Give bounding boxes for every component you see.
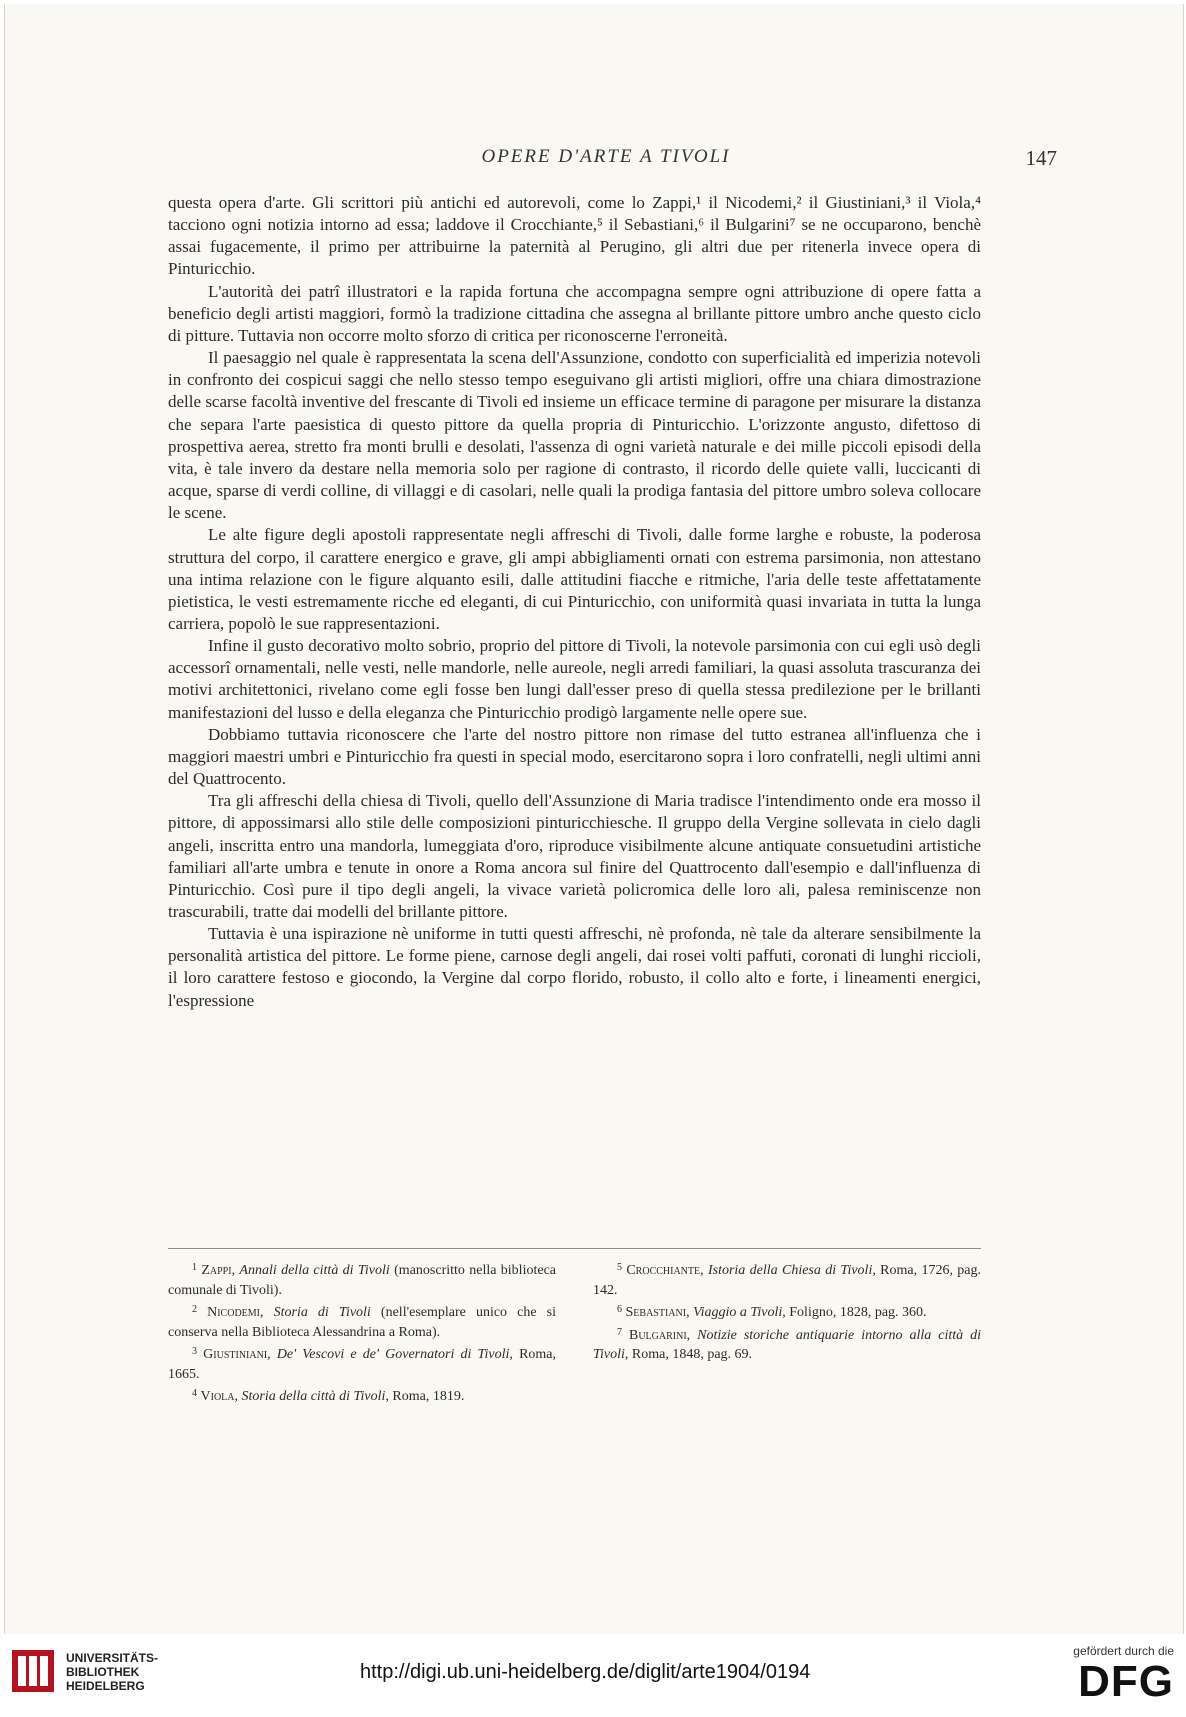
footnote-4: $^4$ Viola, Storia della città di Tivoli, Roma, 1819. [192,1388,465,1404]
footnotes-right-column [593,1258,981,1407]
permalink-url[interactable]: http://digi.ub.uni-heidelberg.de/diglit/arte1904/0194 [360,1661,811,1683]
footnote-7: $^7$ Bulgarini, Notizie storiche antiquarie intorno alla città di Tivoli, Roma, 1848, pag. 69. [593,1326,982,1362]
university-library-logo[interactable] [10,1642,170,1702]
page-number: 147 [1025,146,1057,170]
paragraph-5: Infine il gusto decorativo molto sobrio, proprio del pittore di Tivoli, la notevole parsimonia con cui egli usò degli accessorî ornamentali, nelle vesti, nelle mandorle, nelle aureole, negli arredi familiari, la quasi assoluta trascuranza dei motivi architettonici, rivelano come egli fosse ben lungi dall'esser preso di quella stessa predilezione per le brillanti manifestazioni del lusso e della eleganza che Pinturicchio prodigò largamente nelle opere sue. [168,636,981,722]
dfg-funding-logo[interactable] [1044,1644,1174,1710]
funding-caption: gefördert durch die [1073,1644,1174,1658]
paragraph-7: Tra gli affreschi della chiesa di Tivoli, quello dell'Assunzione di Maria tradisce l'intendimento onde era mosso il pittore, di appossimarsi allo stile delle composizioni pinturicchiesche. Il gruppo della Vergine sollevata in cielo dagli angeli, inscritta entro una mandorla, lumeggiata d'oro, riproduce visibilmente alcune antiquate consuetudini artistiche familiari all'arte umbra e tenute in onore a Roma ancora sul finire del Quattrocento dall'esempio e dall'influenza di Pinturicchio. Così pure il tipo degli angeli, la vivace varietà policromica delle loro ali, palesa reminiscenze non trascurabili, tratte dai modelli del brillante pittore. [168,791,981,921]
viewer-footer [0,1634,1186,1717]
running-title: OPERE D'ARTE A TIVOLI [481,146,731,167]
library-name: UNIVERSITÄTS- BIBLIOTHEK HEIDELBERG [66,1651,159,1693]
footnote-2: $^2$ Nicodemi, Storia di Tivoli (nell'esemplare unico che si conserva nella Biblioteca Alessandrina a Roma). [168,1304,557,1340]
footnotes-left-column [168,1258,556,1407]
footnotes [168,1258,981,1407]
body-text [168,192,981,1012]
paragraph-2: L'autorità dei patrî illustratori e la rapida fortuna che accompagna sempre ogni attribuzione di opere fatta a beneficio degli artisti maggiori, formò la tradizione cittadina che assegna al brillante pittore umbro anche questo ciclo di pitture. Tuttavia non occorre molto sforzo di critica per riconoscerne l'erroneità. [168,281,981,345]
running-head [155,146,1057,176]
paragraph-6: Dobbiamo tuttavia riconoscere che l'arte del nostro pittore non rimase del tutto estranea all'influenza che i maggiori maestri umbri e Pinturicchio fra questi in special modo, esercitarono sopra i loro confratelli, negli ultimi anni del Quattrocento. [168,724,981,789]
footnote-5: $^5$ Crocchiante, Istoria della Chiesa di Tivoli, Roma, 1726, pag. 142. [593,1262,982,1298]
footnote-rule [168,1248,981,1249]
scanned-page [4,4,1184,1634]
footnote-6: $^6$ Sebastiani, Viaggio a Tivoli, Foligno, 1828, pag. 360. [617,1304,927,1320]
footnote-1: $^1$ Zappi, Annali della città di Tivoli (manoscritto nella biblioteca comunale di Tivoli). [168,1262,556,1298]
dfg-logo-text: DFG [1078,1657,1174,1706]
paragraph-4: Le alte figure degli apostoli rappresentate negli affreschi di Tivoli, dalle forme larghe e robuste, la poderosa struttura del corpo, il carattere energico e grave, gli ampi abbigliamenti ornati con estrema parsimonia, non attestano una intima relazione con le figure alquanto esili, dalle attitudini fiacche e ritmiche, l'aria delle teste affettatamente pietistica, le vesti estremamente ricche ed eleganti, di cui Pinturicchio, con uniformità quasi invariata in tutta la lunga carriera, popolò le sue rappresentazioni. [168,525,981,633]
paragraph-3: Il paesaggio nel quale è rappresentata la scena dell'Assunzione, condotto con superficialità ed imperizia notevoli in confronto dei cospicui saggi che nello stesso tempo eseguivano gli artisti migliori, offre una chiara dimostrazione delle scarse facoltà inventive del frescante di Tivoli ed insieme un efficace termine di paragone per misurare la distanza che separa l'arte paesistica di questo pittore da quella propria di Pinturicchio. L'orizzonte angusto, difettoso di prospettiva aerea, stretto fra monti brulli e desolati, l'assenza di ogni varietà naturale e dei mille piccoli episodi della vita, è tale invero da destare nella memoria solo per ragione di contrasto, il ricordo delle quiete valli, luccicanti di acque, sparse di verdi colline, di villaggi e di casolari, nelle quali la prodiga fantasia del pittore umbro soleva collocare le scene. [168,348,981,523]
library-emblem-icon [10,1648,56,1694]
paragraph-8: Tuttavia è una ispirazione nè uniforme in tutti questi affreschi, nè profonda, nè tale da alterare sensibilmente la personalità artistica del pittore. Le forme piene, carnose degli angeli, dai rosei volti paffuti, coronati di lunghi riccioli, il loro carattere festoso e giocondo, la Vergine dal corpo florido, robusto, il collo alto e forte, i lineamenti energici, l'espressione [168,924,981,1010]
paragraph-1: questa opera d'arte. Gli scrittori più antichi ed autorevoli, come lo Zappi,¹ il Nicodemi,² il Giustiniani,³ il Viola,⁴ tacciono ogni notizia intorno ad essa; laddove il Crocchiante,⁵ il Sebastiani,⁶ il Bulgarini⁷ se ne occuparono, benchè assai fugacemente, il primo per attribuirne la paternità al Perugino, gli altri due per ritenerla invece opera di Pinturicchio. [168,193,981,279]
footnote-3: $^3$ Giustiniani, De' Vescovi e de' Governatori di Tivoli, Roma, 1665. [168,1346,557,1382]
